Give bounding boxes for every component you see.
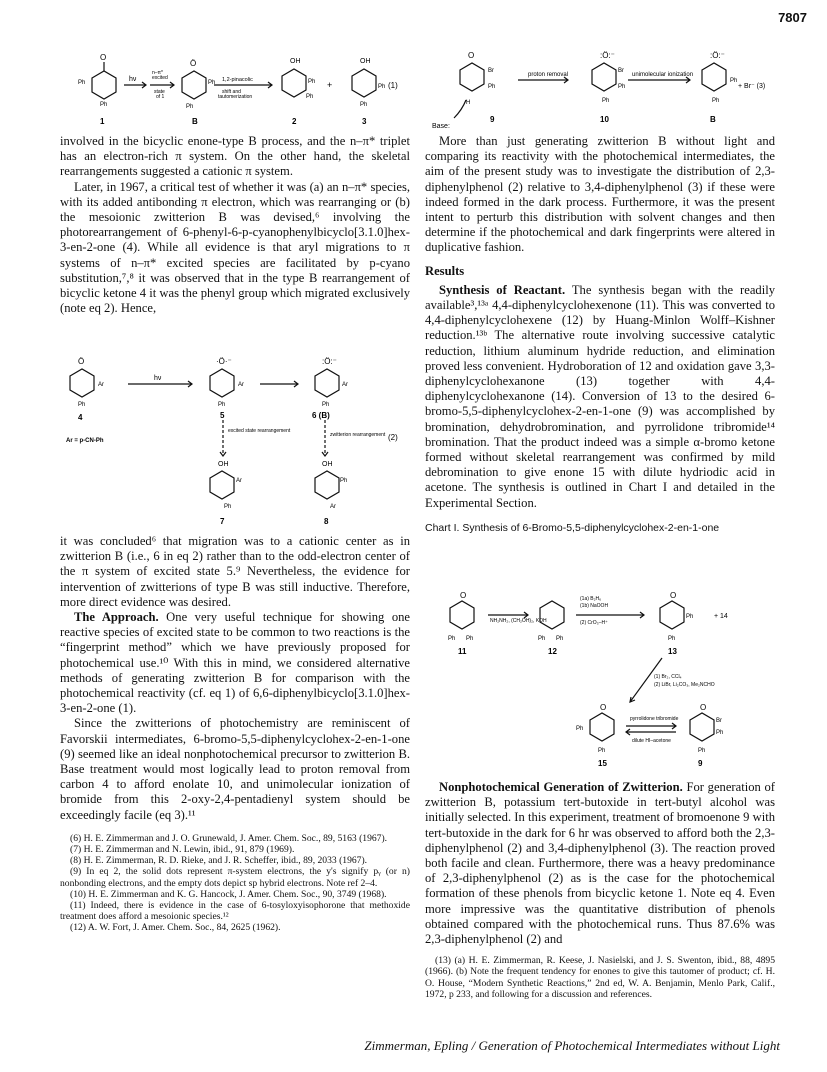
svg-text:OH: OH xyxy=(218,461,229,468)
svg-text:Ph: Ph xyxy=(668,636,676,642)
svg-text:Ö: Ö xyxy=(78,357,85,366)
paragraph: For generation of zwitterion B, potassium tert-butoxide in tert-butyl alcohol was initially selected. In this experiment, treatment of bromoenone 9 with tert-butoxide in the dark for 6 hr was observed to afford both the 2,3-diphenylphenol (2) and 3,4-diphenylphenol (3). The reaction proved both facile and clean. Furthermore, there was a heavy predominance of 2,3-diphenylphenol (2) as is the case for the photochemical formation of these phenols from bicyclic ketone 1. Note eq 4. Even more impressive was the quantitative distribution of phenols obtained compared with the photochemical runs. Thus 87.6% was 2,3-diphenylphenol (2) and xyxy=(425,780,775,947)
svg-text:Ph: Ph xyxy=(360,102,368,108)
svg-text:pyrrolidone tribromide: pyrrolidone tribromide xyxy=(630,716,679,722)
svg-text:Ph: Ph xyxy=(208,80,216,86)
equation-1-scheme xyxy=(72,48,412,128)
chart-1-scheme xyxy=(430,588,780,770)
svg-text:B: B xyxy=(710,115,716,124)
svg-text:Ph: Ph xyxy=(698,748,706,754)
svg-text:Ph: Ph xyxy=(78,402,86,408)
svg-text:(1b) NaOOH: (1b) NaOOH xyxy=(580,603,609,609)
footnote: (10) H. E. Zimmerman and K. G. Hancock, J. Amer. Chem. Soc., 90, 3749 (1968). xyxy=(70,888,387,900)
svg-text:Ph: Ph xyxy=(100,102,108,108)
svg-text::Ö:⁻: :Ö:⁻ xyxy=(710,51,725,60)
svg-text:Ph: Ph xyxy=(538,636,546,642)
svg-text:OH: OH xyxy=(290,58,301,65)
right-column xyxy=(425,134,775,536)
page-number: 7807 xyxy=(778,10,807,25)
svg-text:Ph: Ph xyxy=(306,94,314,100)
svg-text:4: 4 xyxy=(78,413,83,422)
paragraph: One very useful technique for showing one reactive species of excited state to be common to two reactions is the “fingerprint method” which we have previously proposed for photochemical use.¹⁰ With this in mind, we considered alternative methods of generating zwitterion B for comparison with the photochemical reactivity (cf. eq 1) of 6,6-diphenylbicyclo[3.1.0]hex-3-en-2-one (1). xyxy=(60,610,410,716)
svg-text:n–π*: n–π* xyxy=(152,70,163,76)
svg-text:excited state rearrangement: excited state rearrangement xyxy=(228,428,291,434)
svg-text:Br: Br xyxy=(716,718,722,724)
svg-text:Ar: Ar xyxy=(98,382,104,388)
svg-text:Ph: Ph xyxy=(602,98,610,104)
svg-text:9: 9 xyxy=(490,115,495,124)
running-footer: Zimmerman, Epling / Generation of Photochemical Intermediates without Light xyxy=(364,1038,780,1053)
svg-text:tautomerization: tautomerization xyxy=(218,94,253,100)
svg-text:Ph: Ph xyxy=(308,79,316,85)
svg-text:(1a) B₂H₆: (1a) B₂H₆ xyxy=(580,596,602,602)
svg-text:(2) CrO₃–H⁺: (2) CrO₃–H⁺ xyxy=(580,620,608,626)
chart-caption: Chart I. Synthesis of 6-Bromo-5,5-diphenylcyclohex-2-en-1-one xyxy=(425,521,720,534)
equation-2-scheme xyxy=(60,340,410,530)
svg-text:Ö: Ö xyxy=(190,59,197,68)
svg-text:13: 13 xyxy=(668,647,677,656)
svg-text:excited: excited xyxy=(152,75,168,81)
svg-text:Ph: Ph xyxy=(322,402,330,408)
svg-text:O: O xyxy=(600,703,607,712)
svg-text:Ph: Ph xyxy=(730,78,738,84)
svg-text:15: 15 xyxy=(598,759,607,768)
svg-text:O: O xyxy=(100,53,107,62)
footnote: (13) (a) H. E. Zimmerman, R. Keese, J. Nasielski, and J. S. Swenton, ibid., 88, 4895 (1966). (b) Note the frequent tendency for enones to give this tautomer of product; cf. H. O. House, “Modern Synthetic Reactions,” 2nd ed, W. A. Benjamin, Menlo Park, Calif., 1972, p 233, and following for a discussion and references. xyxy=(425,955,775,1000)
footnote: (7) H. E. Zimmerman and N. Lewin, ibid., 91, 879 (1969). xyxy=(70,844,295,856)
svg-text:of 1: of 1 xyxy=(156,94,165,100)
svg-text:OH: OH xyxy=(360,58,371,65)
svg-text:11: 11 xyxy=(458,647,467,656)
svg-text:Ar: Ar xyxy=(330,504,336,510)
svg-text:Br: Br xyxy=(488,68,494,74)
svg-text:Base:: Base: xyxy=(432,123,450,130)
right-column-lower xyxy=(425,780,775,1000)
paragraph: Since the zwitterions of photochemistry are reminiscent of Favorskii intermediates, 6-bromo-5,5-diphenylcyclohex-2-en-1-one (9) seemed like an ideal nonphotochemical precursor to zwitterion B. Base treatment would most logically lead to proton removal from carbon 4 to afford enolate 10, and unimolecular ionization of bromide from this 2-oxy-2,4-pentadienyl system should be exceedingly facile (eq 3).¹¹ xyxy=(60,716,410,822)
footnotes xyxy=(60,833,410,934)
svg-text:Ph: Ph xyxy=(448,636,456,642)
svg-text:5: 5 xyxy=(220,411,225,420)
left-column xyxy=(60,134,410,316)
footnote: (9) In eq 2, the solid dots represent π-system electrons, the y's signify pᵧ (or n) nonbonding electrons, and the empty dots depict sp hybrid electrons. Note ref 2–4. xyxy=(60,866,410,889)
svg-text:2: 2 xyxy=(292,117,297,126)
paragraph: it was concluded⁶ that migration was to a cationic center as in zwitterion B (i.e., 6 in eq 2) rather than to the odd-electron center of the π system of excited state 5.⁹ Nevertheless, the evidence for intervention of zwitterions of type B was still inductive. Therefore, more direct evidence was desired. xyxy=(60,534,410,609)
svg-text:Ph: Ph xyxy=(716,730,724,736)
svg-text:Ar: Ar xyxy=(238,382,244,388)
svg-text:Ar = p-CN-Ph: Ar = p-CN-Ph xyxy=(66,438,104,444)
paragraph: Later, in 1967, a critical test of whether it was (a) an n–π* species, with its added antibonding π electron, which was rearranging or (b) the mesoionic zwitterion B was devised,⁶ involving the photorearrangement of 6-phenyl-6-p-cyanophenylbicyclo[3.1.0]hex-3-en-2-one (4). While all evidence is that aryl migrations to π systems of n–π* excited species are facilitated by p-cyano substitution,⁷,⁸ it was observed that in the type B rearrangement of bicyclic ketone 4 it was the phenyl group which migrated exclusively (note eq 2). Hence, xyxy=(60,179,410,316)
footnote: (8) H. E. Zimmerman, R. D. Rieke, and J. R. Scheffer, ibid., 89, 2033 (1967). xyxy=(70,855,368,867)
svg-text:9: 9 xyxy=(698,759,703,768)
svg-text:Ar: Ar xyxy=(342,382,348,388)
svg-text:6 (B): 6 (B) xyxy=(312,411,330,420)
svg-text:Ph: Ph xyxy=(186,104,194,110)
svg-text:hν: hν xyxy=(154,375,162,382)
svg-text:(2) LiBr, Li₂CO₃, Me₂NCHO: (2) LiBr, Li₂CO₃, Me₂NCHO xyxy=(654,682,715,688)
svg-text:hν: hν xyxy=(129,76,137,83)
subsection-heading: Nonphotochemical Generation of Zwitterion. xyxy=(439,780,683,794)
svg-text:Br: Br xyxy=(618,68,624,74)
footnote: (11) Indeed, there is evidence in the case of 6-tosyloxyisophorone that methoxide treatment does afford a mesoionic species.¹² xyxy=(60,900,410,923)
svg-text:Ph: Ph xyxy=(466,636,474,642)
svg-text:12: 12 xyxy=(548,647,557,656)
section-heading: Results xyxy=(425,263,465,278)
svg-text:+ 14: + 14 xyxy=(714,613,728,620)
svg-text::Ö:⁻: :Ö:⁻ xyxy=(322,357,337,366)
svg-text:O: O xyxy=(700,703,707,712)
svg-text:7: 7 xyxy=(220,517,225,526)
paragraph: involved in the bicyclic enone-type B process, and the n–π* triplet has an electron-rich π system. On the other hand, the skeletal rearrangements suggested a cationic π system. xyxy=(60,134,410,179)
svg-text:Ph: Ph xyxy=(576,726,584,732)
footnote: (6) H. E. Zimmerman and J. O. Grunewald, J. Amer. Chem. Soc., 89, 5163 (1967). xyxy=(70,832,388,844)
svg-text:proton removal: proton removal xyxy=(528,72,569,78)
svg-text:3: 3 xyxy=(362,117,367,126)
subsection-heading: Synthesis of Reactant. xyxy=(439,282,566,297)
svg-text:1,2-pinacolic: 1,2-pinacolic xyxy=(222,77,253,83)
svg-text:state: state xyxy=(154,89,165,95)
svg-text::Ö:⁻: :Ö:⁻ xyxy=(600,51,615,60)
equation-3-scheme xyxy=(432,40,792,130)
svg-text:Ph: Ph xyxy=(224,504,232,510)
paragraph: More than just generating zwitterion B without light and comparing its reactivity with the photochemical intermediates, the aim of the present study was to investigate the distribution of 2,3-diphenylphenol (2) relative to 3,4-diphenylphenol (3) if these were indeed formed in the dark process. Furthermore, it was the present intent to perturb this distribution with solvent changes and then determine if the photochemical and dark fingerprints were altered in duplicative fashion. xyxy=(425,134,775,255)
svg-text:O: O xyxy=(670,591,677,600)
svg-text:Ph: Ph xyxy=(598,748,606,754)
svg-text:H: H xyxy=(466,100,471,106)
svg-text:NH₂NH₂, (CH₂OH)₂, KOH: NH₂NH₂, (CH₂OH)₂, KOH xyxy=(490,618,547,624)
svg-text:(1) Br₂, CCl₄: (1) Br₂, CCl₄ xyxy=(654,674,682,680)
svg-text:(2): (2) xyxy=(388,433,398,442)
svg-text:Ph: Ph xyxy=(78,80,86,86)
svg-text:+ Br⁻ (3): + Br⁻ (3) xyxy=(738,83,766,90)
footnote: (12) A. W. Fort, J. Amer. Chem. Soc., 84, 2625 (1962). xyxy=(70,922,281,934)
svg-text:dilute HI–acetone: dilute HI–acetone xyxy=(632,738,671,744)
svg-text:OH: OH xyxy=(322,461,333,468)
svg-text:Ph: Ph xyxy=(618,84,626,90)
svg-text:1: 1 xyxy=(100,117,105,126)
svg-text:8: 8 xyxy=(324,517,329,526)
svg-text:Ph: Ph xyxy=(488,84,496,90)
svg-text:Ph: Ph xyxy=(556,636,564,642)
svg-text:Ph: Ph xyxy=(218,402,226,408)
svg-text:(1): (1) xyxy=(388,81,398,90)
svg-text:Ar: Ar xyxy=(236,478,242,484)
svg-text:shift and: shift and xyxy=(222,89,241,95)
svg-text:10: 10 xyxy=(600,115,609,124)
svg-text:O: O xyxy=(460,591,467,600)
section-heading: The Approach. xyxy=(74,610,159,625)
svg-text:O: O xyxy=(468,51,475,60)
svg-text:zwitterion rearrangement: zwitterion rearrangement xyxy=(330,432,386,438)
svg-text:Ph: Ph xyxy=(686,614,694,620)
svg-text:Ph: Ph xyxy=(378,84,386,90)
svg-text:+: + xyxy=(327,80,333,90)
left-column-lower xyxy=(60,534,410,934)
svg-text:·Ö·⁻: ·Ö·⁻ xyxy=(216,357,232,366)
svg-text:unimolecular ionization: unimolecular ionization xyxy=(632,72,694,78)
svg-text:Ph: Ph xyxy=(712,98,720,104)
svg-text:B: B xyxy=(192,117,198,126)
paragraph: The synthesis began with the readily available³,¹³ᵃ 4,4-diphenylcyclohexenone (11). This was converted to 4,4-diphenylcyclohexene (12) by Huang-Minlon Wolff–Kishner reduction.¹³ᵇ The alternative route involving successive catalytic reduction, lithium aluminum hydride reduction, and elimination proved less convenient. Hydroboration of 12 and oxidation gave 3,3-diphenylcyclohexanone (13) together with 4,4-diphenylcyclohexanone (14). Conversion of 13 to the desired 6-bromo-5,5-diphenylcyclohex-2-en-1-one (9) was accomplished by bromination, dehydrobromination, and pyrrolidone tribromide¹⁴ bromination. That the product indeed was a simple α-bromo ketone formed without skeletal rearrangement was confirmed by mild debromination to give enone 15 with dilute hydriodic acid in acetone. The synthesis is outlined in Chart I and detailed in the Experimental Section. xyxy=(425,282,776,510)
svg-text:Ph: Ph xyxy=(340,478,348,484)
